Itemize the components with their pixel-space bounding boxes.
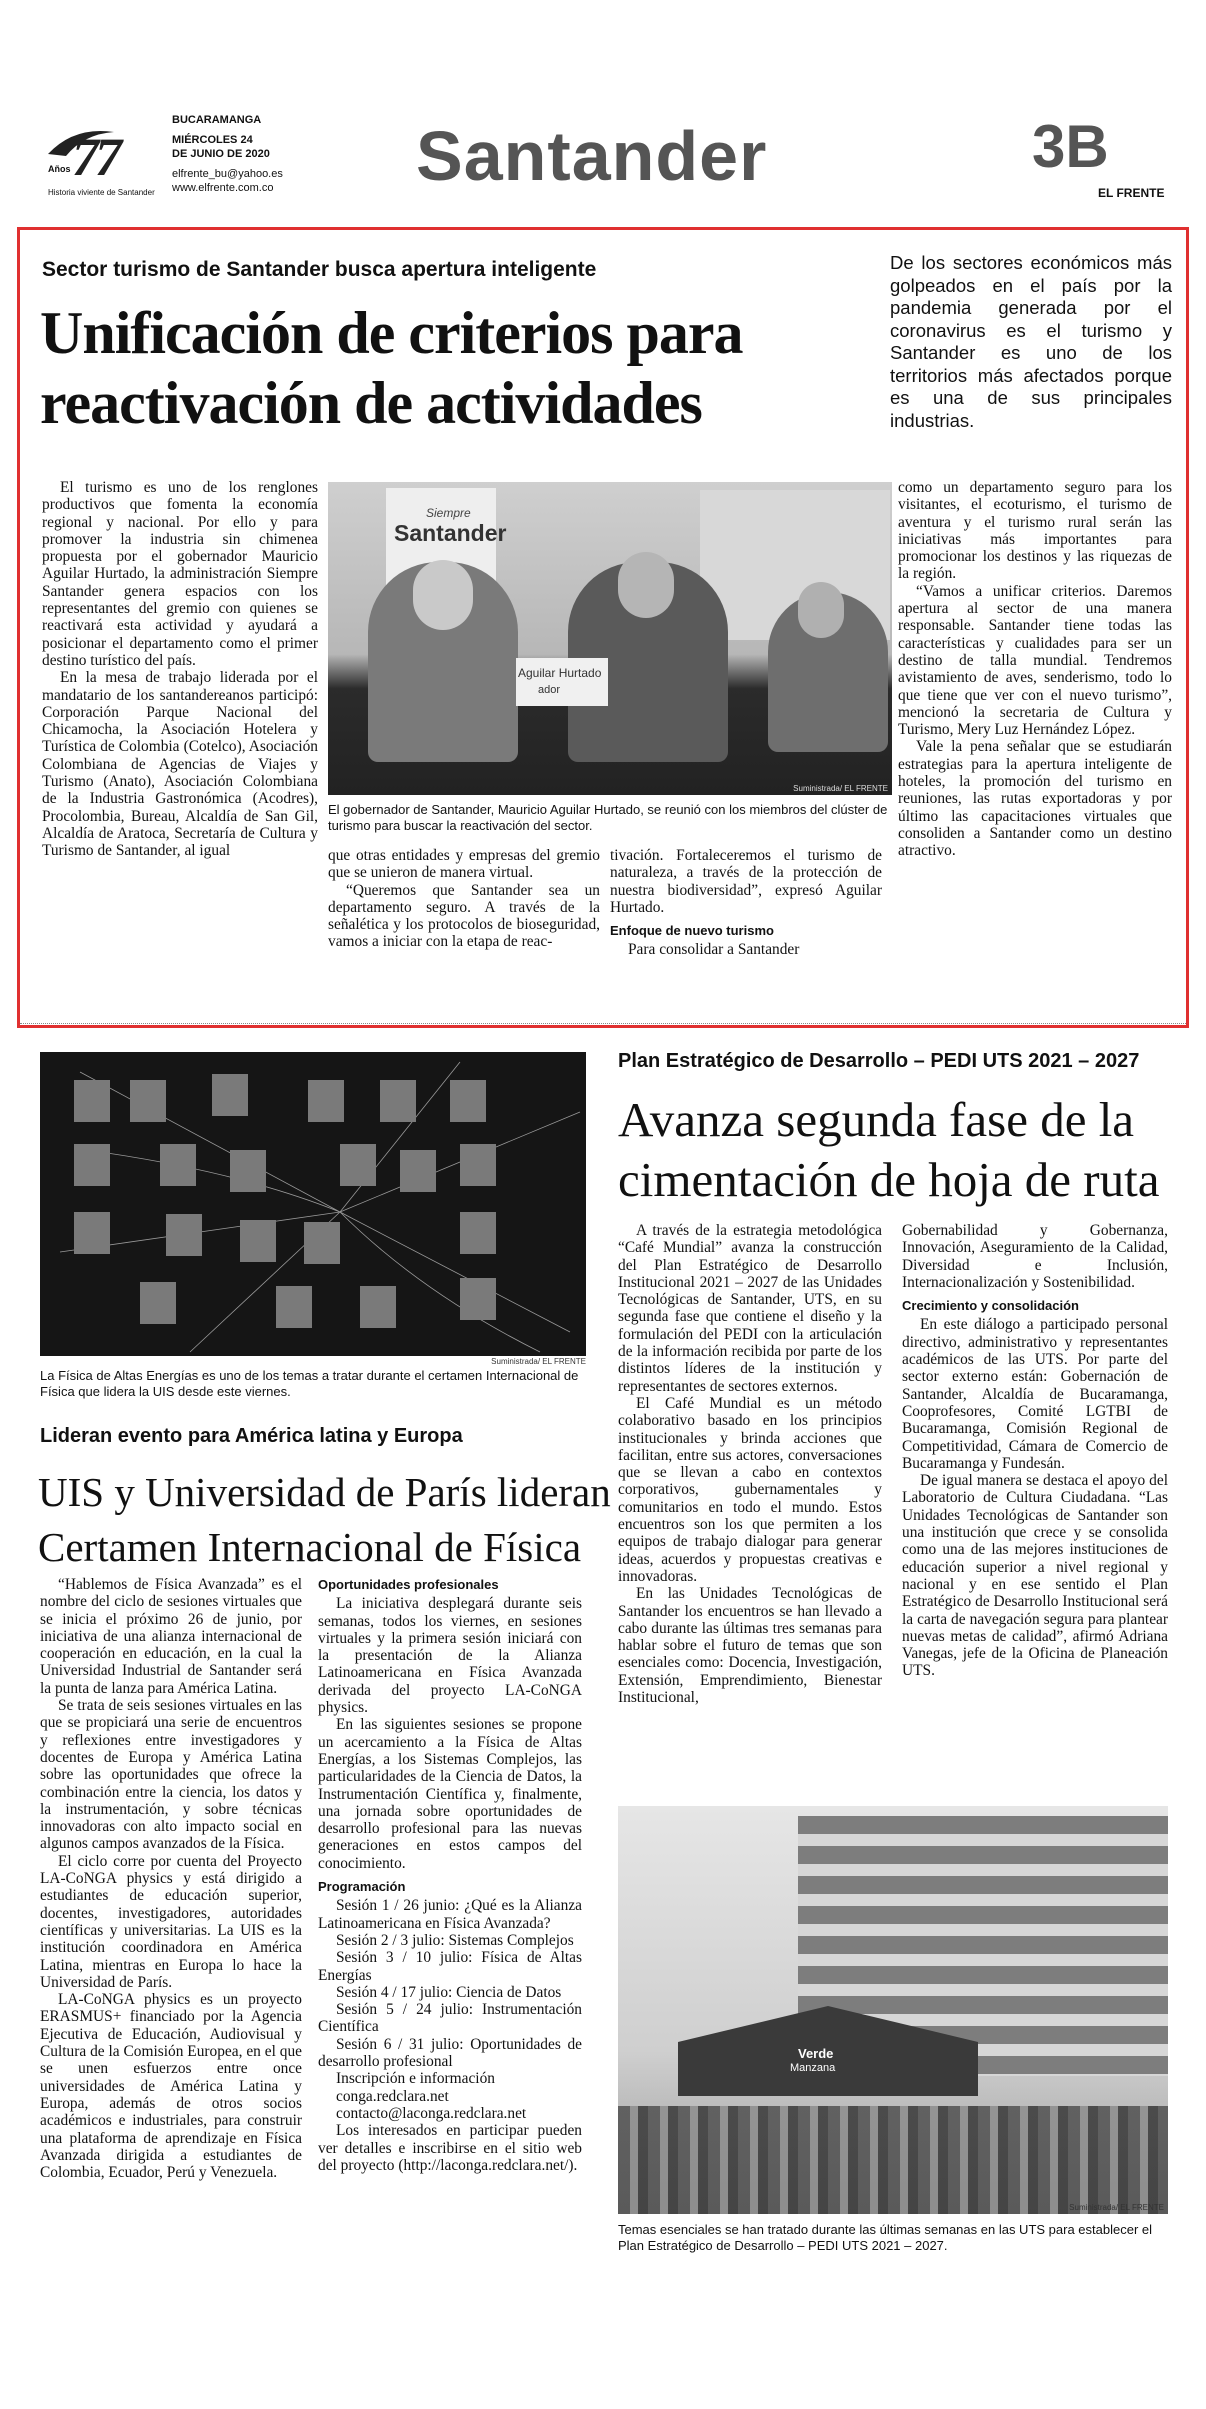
paragraph: A través de la estrategia metodológica “Café Mundial” avanza la construcción del Plan Estratégico de Desarrollo Institucional 2021 – 2027 de las Unidades Tecnológicas de Santander, UTS, en su segunda fase que contiene el diseño y la formulación del PEDI con la articulación de la información recibida por parte de los distintos líderes de la institución y representantes de sectores externos. bbox=[618, 1222, 882, 1395]
article3-headline-line1: Avanza segunda fase de la bbox=[618, 1092, 1135, 1147]
physics-collage-photo bbox=[40, 1052, 586, 1356]
article-tourism bbox=[17, 227, 1189, 1028]
paragraph: como un departamento seguro para los visitantes, el ecoturismo, el turismo de aventura y el turismo rural serán las iniciativas más importantes para promocionar los destinos y las riquezas de la región. bbox=[898, 479, 1172, 583]
article3-col2 bbox=[902, 1222, 1168, 1680]
article2-col1 bbox=[40, 1576, 302, 2181]
subhead: Oportunidades profesionales bbox=[318, 1577, 499, 1592]
paragraph: Gobernabilidad y Gobernanza, Innovación, Aseguramiento de la Calidad, Diversidad e Inclusión, Internacionalización y Sostenibilidad. bbox=[902, 1222, 1168, 1291]
divider bbox=[20, 1023, 1186, 1024]
subhead: Enfoque de nuevo turismo bbox=[610, 923, 774, 939]
article3-caption: Temas esenciales se han tratado durante las últimas semanas en las UTS para establecer el Plan Estratégico de Desarrollo – PEDI UTS 2021 – 2027. bbox=[618, 2222, 1153, 2253]
paragraph: De igual manera se destaca el apoyo del Laboratorio de Cultura Ciudadana. “Las Unidades Tecnológicas de Santander son una institución que crece y se consolida como una de las mejores instituciones de educación superior a nivel regional y nacional y en ese sentido el Plan Estratégico de Desarrollo Institucional será la carta de navegación segura para plantear nuevas metas de calidad”, afirmó Adriana Vanegas, jefe de la Oficina de Planeación UTS. bbox=[902, 1472, 1168, 1680]
program-item: contacto@laconga.redclara.net bbox=[336, 2104, 527, 2122]
uts-building-photo bbox=[618, 1806, 1168, 2214]
paragraph: “Vamos a unificar criterios. Daremos apertura al sector de una manera responsable. Santander tiene todas las características y cualidades para ser un destino de talla mundial. Tendremos avistamiento de aves, senderismo, todo lo que tiene que ver con el nuevo turismo”, mencionó la secretaria de Cultura y Turismo, Mery Luz Hernández López. bbox=[898, 582, 1172, 739]
article2-photo-credit: Suministrada/ EL FRENTE bbox=[491, 1357, 586, 1366]
photo-credit: Suministrada/ EL FRENTE bbox=[1069, 2203, 1164, 2212]
program-item: Sesión 5 / 24 julio: Instrumentación Científica bbox=[318, 2001, 582, 2036]
program-item: Inscripción e información bbox=[336, 2070, 495, 2088]
logo-sub: Años bbox=[48, 164, 71, 174]
section-title: Santander bbox=[416, 117, 768, 195]
subhead: Crecimiento y consolidación bbox=[902, 1298, 1079, 1314]
article1-caption: El gobernador de Santander, Mauricio Aguilar Hurtado, se reunió con los miembros del clúster de turismo para buscar la reactivación del sector. bbox=[328, 802, 888, 833]
banner-text: Santander bbox=[394, 520, 507, 546]
masthead bbox=[0, 0, 1206, 225]
paragraph: Se trata de seis sesiones virtuales en las que se propiciará una serie de encuentros y reflexiones entre investigadores y docentes de Europa y América Latina sobre las oportunidades que ofrece la combinación entre la ciencia, los datos y la instrumentación, y sobre técnicas innovadoras con alto impacto social en algunos campos avanzados de la Física. bbox=[40, 1697, 302, 1853]
program-item: Sesión 1 / 26 junio: ¿Qué es la Alianza Latinoamericana en Física Avanzada? bbox=[318, 1897, 582, 1932]
article1-deck: De los sectores económicos más golpeados en el país por la pandemia generada por el coronavirus es el turismo y Santander es uno de los territorios más afectados porque es una de sus principales industrias. bbox=[890, 252, 1172, 431]
website: www.elfrente.com.co bbox=[172, 182, 274, 194]
article2-headline-line2: Certamen Internacional de Física bbox=[38, 1524, 582, 1570]
article1-headline-line1: Unificación de criterios para bbox=[40, 300, 743, 366]
program-item: Sesión 4 / 17 julio: Ciencia de Datos bbox=[336, 1983, 562, 2001]
article1-col3 bbox=[610, 847, 882, 959]
paragraph: “Queremos que Santander sea un departamento seguro. A través de la señalética y los protocolos de bioseguridad, vamos a iniciar con la etapa de reac- bbox=[328, 881, 600, 951]
article2-kicker: Lideran evento para América latina y Europa bbox=[40, 1425, 463, 1447]
program-item: conga.redclara.net bbox=[336, 2087, 449, 2105]
logo-number: 77 bbox=[72, 127, 118, 187]
logo-tagline: Historia viviente de Santander bbox=[48, 188, 155, 197]
paragraph: El turismo es uno de los renglones productivos que fomenta la economía regional y nacional. Por ello y para promover la industria sin chimenea propuesta por el gobernador Mauricio Aguilar Hurtado, la administración Siempre Santander genera espacios con los representantes del gremio con quienes se reactivará esta actividad y ayudará a posicionar el departamento como el primer destino turístico del país. bbox=[42, 479, 318, 669]
article2-col2 bbox=[318, 1576, 582, 2174]
paragraph: En las siguientes sesiones se propone un acercamiento a la Física de Altas Energías, a los Sistemas Complejos, las particularidades de la Ciencia de Datos, la Instrumentación Científica y, finalmente, una jornada sobre oportunidades de desarrollo profesional para las nuevas generaciones en estos campos del conocimiento. bbox=[318, 1716, 582, 1872]
masthead-info bbox=[172, 113, 283, 195]
paragraph: La iniciativa desplegará durante seis semanas, todos los viernes, en sesiones virtuales y la primera sesión iniciará con la presentación de la Alianza Latinoamericana en Física Avanzada derivada del proyecto LA-CoNGA physics. bbox=[318, 1595, 582, 1717]
paragraph: En las Unidades Tecnológicas de Santander los encuentros se han llevado a cabo durante las últimas tres semanas para hablar sobre el futuro de temas que son esenciales como: Docencia, Investigación, Extensión, Emprendimiento, Bienestar Institucional, bbox=[618, 1585, 882, 1707]
article1-col4 bbox=[898, 479, 1172, 860]
program-item: Sesión 2 / 3 julio: Sistemas Complejos bbox=[336, 1931, 574, 1949]
paragraph: “Hablemos de Física Avanzada” es el nombre del ciclo de sesiones virtuales que se inicia el próximo 26 de junio, por iniciativa de una alianza internacional de cooperación en educación, en la cual la Universidad Industrial de Santander será la punta de lanza para América Latina. bbox=[40, 1576, 302, 1697]
subhead: Programación bbox=[318, 1879, 406, 1895]
paragraph: Para consolidar a Santander bbox=[628, 941, 800, 959]
particle-tracks-icon bbox=[40, 1052, 586, 1356]
paragraph: Vale la pena señalar que se estudiarán estrategias para la apertura inteligente de hoteles, la promoción del turismo en reuniones, las rutas exportadoras y por último las capacitaciones virtuales que consoliden a Santander como un destino atractivo. bbox=[898, 738, 1172, 860]
photo-credit: Suministrada/ EL FRENTE bbox=[793, 784, 888, 793]
email: elfrente_bu@yahoo.es bbox=[172, 168, 283, 180]
paragraph: El Café Mundial es un método colaborativo basado en los principios institucionales y brinda acciones que facilitan, entre sus actores, conversaciones que se llevan a cabo en contextos corporativos, gubernamentales y comunitarios en todo el mundo. Estos encuentros son los que permiten a los equipos de trabajo dialogar para generar ideas, acuerdos y propuestas creativas e innovadoras. bbox=[618, 1394, 882, 1585]
article1-headline bbox=[40, 298, 743, 438]
nameplate-text2: ador bbox=[538, 684, 561, 696]
program-item: Sesión 3 / 10 julio: Física de Altas Energías bbox=[318, 1949, 582, 1984]
date-line1: MIÉRCOLES 24 bbox=[172, 134, 253, 146]
article3-headline bbox=[618, 1090, 1160, 1210]
article1-col1 bbox=[42, 479, 318, 860]
sign-text2: Manzana bbox=[790, 2062, 836, 2074]
paper-name: EL FRENTE bbox=[1098, 186, 1165, 200]
program-item: Sesión 6 / 31 julio: Oportunidades de desarrollo profesional bbox=[318, 2035, 582, 2071]
date-line2: DE JUNIO DE 2020 bbox=[172, 148, 270, 160]
paragraph: que otras entidades y empresas del gremio que se unieron de manera virtual. bbox=[328, 847, 600, 882]
article1-kicker: Sector turismo de Santander busca apertura inteligente bbox=[42, 258, 597, 281]
page-number: 3B bbox=[1032, 113, 1109, 180]
article1-headline-line2: reactivación de actividades bbox=[40, 370, 702, 436]
crowd bbox=[618, 2106, 1168, 2214]
program-item: Los interesados en participar pueden ver detalles e inscribirse en el sitio web del proyecto (http://laconga.redclara.net/). bbox=[318, 2122, 582, 2174]
paragraph: En la mesa de trabajo liderada por el mandatario de los santandereanos participó: Corporación Parque Nacional del Chicamocha, la Asociación Hotelera y Turística de Colombia (Cotelco), Asociación Colombiana de Agencias de Viajes y Turismo (Anato), Asociación Colombiana de la Industria Gastronómica (Acodres), Procolombia, Bureau, Alcaldía de San Gil, Alcaldía de Aratoca, Secretaría de Cultura y Turismo de Santander, al igual bbox=[42, 669, 318, 860]
sign-text1: Verde bbox=[798, 2046, 834, 2061]
article3-kicker: Plan Estratégico de Desarrollo – PEDI UTS 2021 – 2027 bbox=[618, 1050, 1140, 1072]
article3-col1 bbox=[618, 1222, 882, 1706]
anniversary-logo bbox=[44, 124, 154, 204]
article1-col2 bbox=[328, 847, 600, 951]
article3-headline-line2: cimentación de hoja de ruta bbox=[618, 1152, 1160, 1207]
article2-caption: La Física de Altas Energías es uno de los temas a tratar durante el certamen Internacional de Física que lidera la UIS desde este viernes. bbox=[40, 1368, 579, 1399]
city: BUCARAMANGA bbox=[172, 114, 262, 126]
nameplate-text: Aguilar Hurtado bbox=[518, 666, 602, 680]
article2-headline-line1: UIS y Universidad de París lideran bbox=[38, 1469, 611, 1515]
governor-meeting-photo bbox=[328, 482, 892, 795]
banner-small-text: Siempre bbox=[426, 506, 471, 520]
paragraph: El ciclo corre por cuenta del Proyecto LA-CoNGA physics y está dirigido a estudiantes de educación superior, docentes, investigadores, autoridades científicas y universitarias. La UIS es la institución coordinadora en América Latina, mientras en Europa lo hace la Universidad de París. bbox=[40, 1852, 302, 1991]
article2-headline bbox=[38, 1465, 611, 1575]
paragraph: En este diálogo a participado personal directivo, administrativo y representantes académicos de las UTS. Por parte del sector externo están: Gobernación de Santander, Alcaldía de Bucaramanga, Cooprofesores, Comité LGTBI de Bucaramanga, Comisión Regional de Competitividad, Cámara de Comercio de Bucaramanga y Fundesán. bbox=[902, 1316, 1168, 1472]
paragraph: LA-CoNGA physics es un proyecto ERASMUS+ financiado por la Agencia Ejecutiva de Educación, Audiovisual y Cultura de la Comisión Europea, en el que se unen esfuerzos entre once universidades de América Latina y Europa, además de otros socios académicos e industriales, para construir una plataforma de aprendizaje en Física Avanzada dirigida a estudiantes de Colombia, Ecuador, Perú y Venezuela. bbox=[40, 1991, 302, 2182]
paragraph: tivación. Fortaleceremos el turismo de naturaleza, a través de la protección de nuestra biodiversidad”, expresó Aguilar Hurtado. bbox=[610, 847, 882, 916]
